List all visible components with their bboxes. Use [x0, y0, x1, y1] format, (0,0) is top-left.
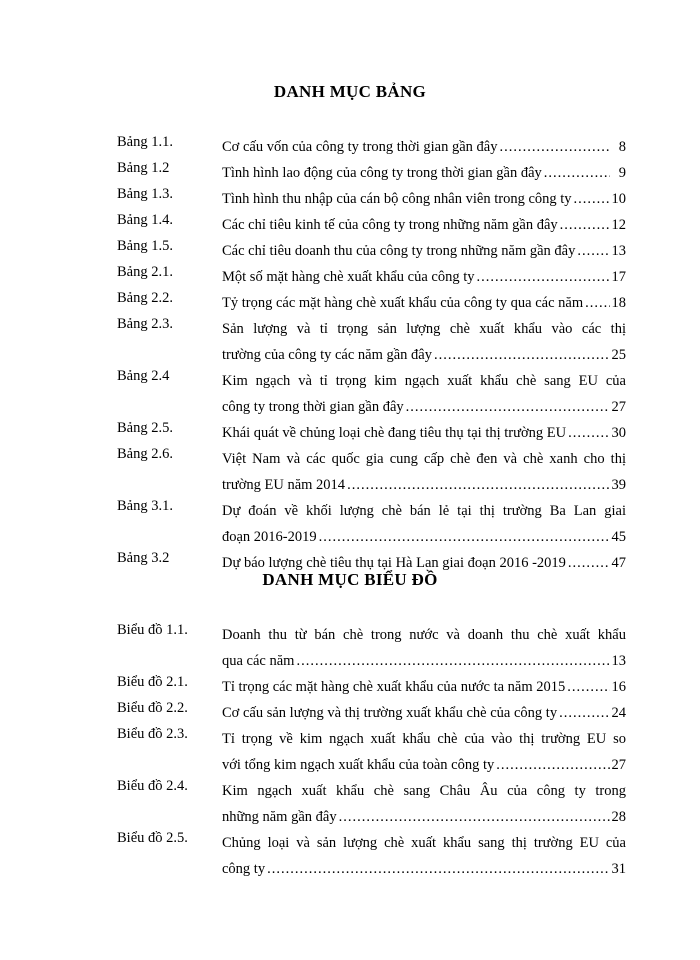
- table-entry-label: Bảng 3.2: [117, 550, 170, 566]
- table-entry[interactable]: [0, 238, 700, 264]
- table-entry-label: Bảng 2.2.: [117, 290, 173, 306]
- dot-leader: [319, 524, 610, 550]
- table-entry-title: Cơ cấu vốn của công ty trong thời gian gần đây: [222, 139, 498, 155]
- table-entry-label: Bảng 1.2: [117, 160, 170, 176]
- chart-entry-title: công ty: [222, 861, 266, 877]
- table-entry-page-number: 17: [611, 269, 626, 285]
- table-entry-title: Sản lượng và tỉ trọng sản lượng chè xuất khẩu vào các thị: [222, 321, 626, 337]
- dot-leader: [559, 700, 609, 726]
- chart-entry-label: Biểu đồ 2.5.: [117, 830, 188, 846]
- table-entry-page-number: 25: [611, 347, 626, 363]
- table-entry-page-number: 9: [618, 165, 626, 181]
- table-entry-page-number: 13: [611, 243, 626, 259]
- table-entry-label: Bảng 2.1.: [117, 264, 173, 280]
- table-entry-title: Dự đoán về khối lượng chè bán lẻ tại thị trường Ba Lan giai: [222, 503, 626, 519]
- table-entry-title: Dự báo lượng chè tiêu thụ tại Hà Lan giai đoạn 2016 -2019: [222, 555, 566, 571]
- chart-entry[interactable]: [0, 622, 700, 674]
- table-entry-label: Bảng 2.6.: [117, 446, 173, 462]
- table-entry-page-number: 39: [611, 477, 626, 493]
- dot-leader: [544, 160, 610, 186]
- table-entry-title: Tình hình lao động của công ty trong thời gian gần đây: [222, 165, 542, 181]
- table-entry-page-number: 10: [611, 191, 626, 207]
- table-entry-label: Bảng 1.5.: [117, 238, 173, 254]
- dot-leader: [560, 212, 610, 238]
- table-entry-title: trường của công ty các năm gần đây: [222, 347, 432, 363]
- table-entry-title: Kim ngạch và tỉ trọng kim ngạch xuất khẩu chè sang EU của: [222, 373, 626, 389]
- table-entry-title: Các chỉ tiêu doanh thu của công ty trong những năm gần đây: [222, 243, 576, 259]
- chart-entry-title: Kim ngạch xuất khẩu chè sang Châu Âu của công ty trong: [222, 783, 626, 799]
- dot-leader: [496, 752, 609, 778]
- tables-heading: DANH MỤC BẢNG: [273, 82, 427, 101]
- chart-entry-page-number: 16: [611, 679, 626, 695]
- table-entry[interactable]: [0, 186, 700, 212]
- chart-entry-title: Chủng loại và sản lượng chè xuất khẩu sang thị trường EU của: [222, 835, 626, 851]
- table-entry[interactable]: [0, 212, 700, 238]
- dot-leader: [568, 420, 609, 446]
- dot-leader: [476, 264, 609, 290]
- dot-leader: [339, 804, 610, 830]
- charts-heading: DANH MỤC BIỂU ĐỒ: [262, 570, 438, 589]
- table-entry-page-number: 27: [611, 399, 626, 415]
- table-entry-label: Bảng 1.4.: [117, 212, 173, 228]
- chart-entry[interactable]: [0, 700, 700, 726]
- table-entry-title: Việt Nam và các quốc gia cung cấp chè đen và chè xanh cho thị: [222, 451, 626, 467]
- dot-leader: [585, 290, 609, 316]
- chart-entry-page-number: 13: [611, 653, 626, 669]
- table-entry-page-number: 30: [611, 425, 626, 441]
- chart-entry-title: với tổng kim ngạch xuất khẩu của toàn công ty: [222, 757, 495, 773]
- dot-leader: [406, 394, 610, 420]
- chart-entry-title: những năm gần đây: [222, 809, 337, 825]
- table-entry-page-number: 12: [611, 217, 626, 233]
- chart-entry-title: Tỉ trọng các mặt hàng chè xuất khẩu của nước ta năm 2015: [222, 679, 566, 695]
- table-entry[interactable]: [0, 316, 700, 368]
- charts-list: [0, 622, 700, 882]
- table-entry-label: Bảng 1.3.: [117, 186, 173, 202]
- chart-entry[interactable]: [0, 778, 700, 830]
- table-entry[interactable]: [0, 420, 700, 446]
- table-entry[interactable]: [0, 134, 700, 160]
- dot-leader: [577, 238, 609, 264]
- chart-entry-title: Doanh thu từ bán chè trong nước và doanh thu chè xuất khẩu: [222, 627, 626, 643]
- table-entry-title: đoạn 2016-2019: [222, 529, 317, 545]
- chart-entry-page-number: 27: [611, 757, 626, 773]
- dot-leader: [267, 856, 609, 882]
- dot-leader: [499, 134, 610, 160]
- table-entry-page-number: 18: [611, 295, 626, 311]
- table-entry[interactable]: [0, 368, 700, 420]
- table-entry-label: Bảng 2.3.: [117, 316, 173, 332]
- table-entry[interactable]: [0, 498, 700, 550]
- chart-entry-label: Biểu đồ 2.4.: [117, 778, 188, 794]
- chart-entry[interactable]: [0, 726, 700, 778]
- chart-entry-label: Biểu đồ 2.1.: [117, 674, 188, 690]
- chart-entry-label: Biểu đồ 2.3.: [117, 726, 188, 742]
- table-entry-title: Khái quát về chủng loại chè đang tiêu thụ tại thị trường EU: [222, 425, 567, 441]
- dot-leader: [296, 648, 609, 674]
- dot-leader: [567, 674, 609, 700]
- table-entry[interactable]: [0, 446, 700, 498]
- chart-entry[interactable]: [0, 674, 700, 700]
- chart-entry-page-number: 28: [611, 809, 626, 825]
- table-entry-page-number: 8: [618, 139, 626, 155]
- table-entry-title: Một số mặt hàng chè xuất khẩu của công ty: [222, 269, 475, 285]
- table-entry-title: Tình hình thu nhập của cán bộ công nhân viên trong công ty: [222, 191, 572, 207]
- table-entry-label: Bảng 2.4: [117, 368, 170, 384]
- table-entry-label: Bảng 2.5.: [117, 420, 173, 436]
- table-entry-title: công ty trong thời gian gần đây: [222, 399, 404, 415]
- table-entry[interactable]: [0, 290, 700, 316]
- table-entry-title: trường EU năm 2014: [222, 477, 346, 493]
- dot-leader: [347, 472, 609, 498]
- chart-entry[interactable]: [0, 830, 700, 882]
- table-entry-label: Bảng 3.1.: [117, 498, 173, 514]
- table-entry-title: Tỷ trọng các mặt hàng chè xuất khẩu của công ty qua các năm: [222, 295, 584, 311]
- chart-entry-title: qua các năm: [222, 653, 295, 669]
- dot-leader: [574, 186, 610, 212]
- table-entry-title: Các chỉ tiêu kinh tế của công ty trong những năm gần đây: [222, 217, 558, 233]
- chart-entry-label: Biểu đồ 1.1.: [117, 622, 188, 638]
- chart-entry-label: Biểu đồ 2.2.: [117, 700, 188, 716]
- dot-leader: [434, 342, 610, 368]
- table-entry-label: Bảng 1.1.: [117, 134, 173, 150]
- chart-entry-title: Tỉ trọng về kim ngạch xuất khẩu chè của vào thị trường EU so: [222, 731, 626, 747]
- table-entry-page-number: 47: [611, 555, 626, 571]
- table-entry[interactable]: [0, 264, 700, 290]
- chart-entry-page-number: 24: [611, 705, 626, 721]
- chart-entry-title: Cơ cấu sản lượng và thị trường xuất khẩu chè của công ty: [222, 705, 558, 721]
- tables-list: [0, 134, 700, 576]
- table-entry[interactable]: [0, 160, 700, 186]
- table-entry-page-number: 45: [611, 529, 626, 545]
- chart-entry-page-number: 31: [611, 861, 626, 877]
